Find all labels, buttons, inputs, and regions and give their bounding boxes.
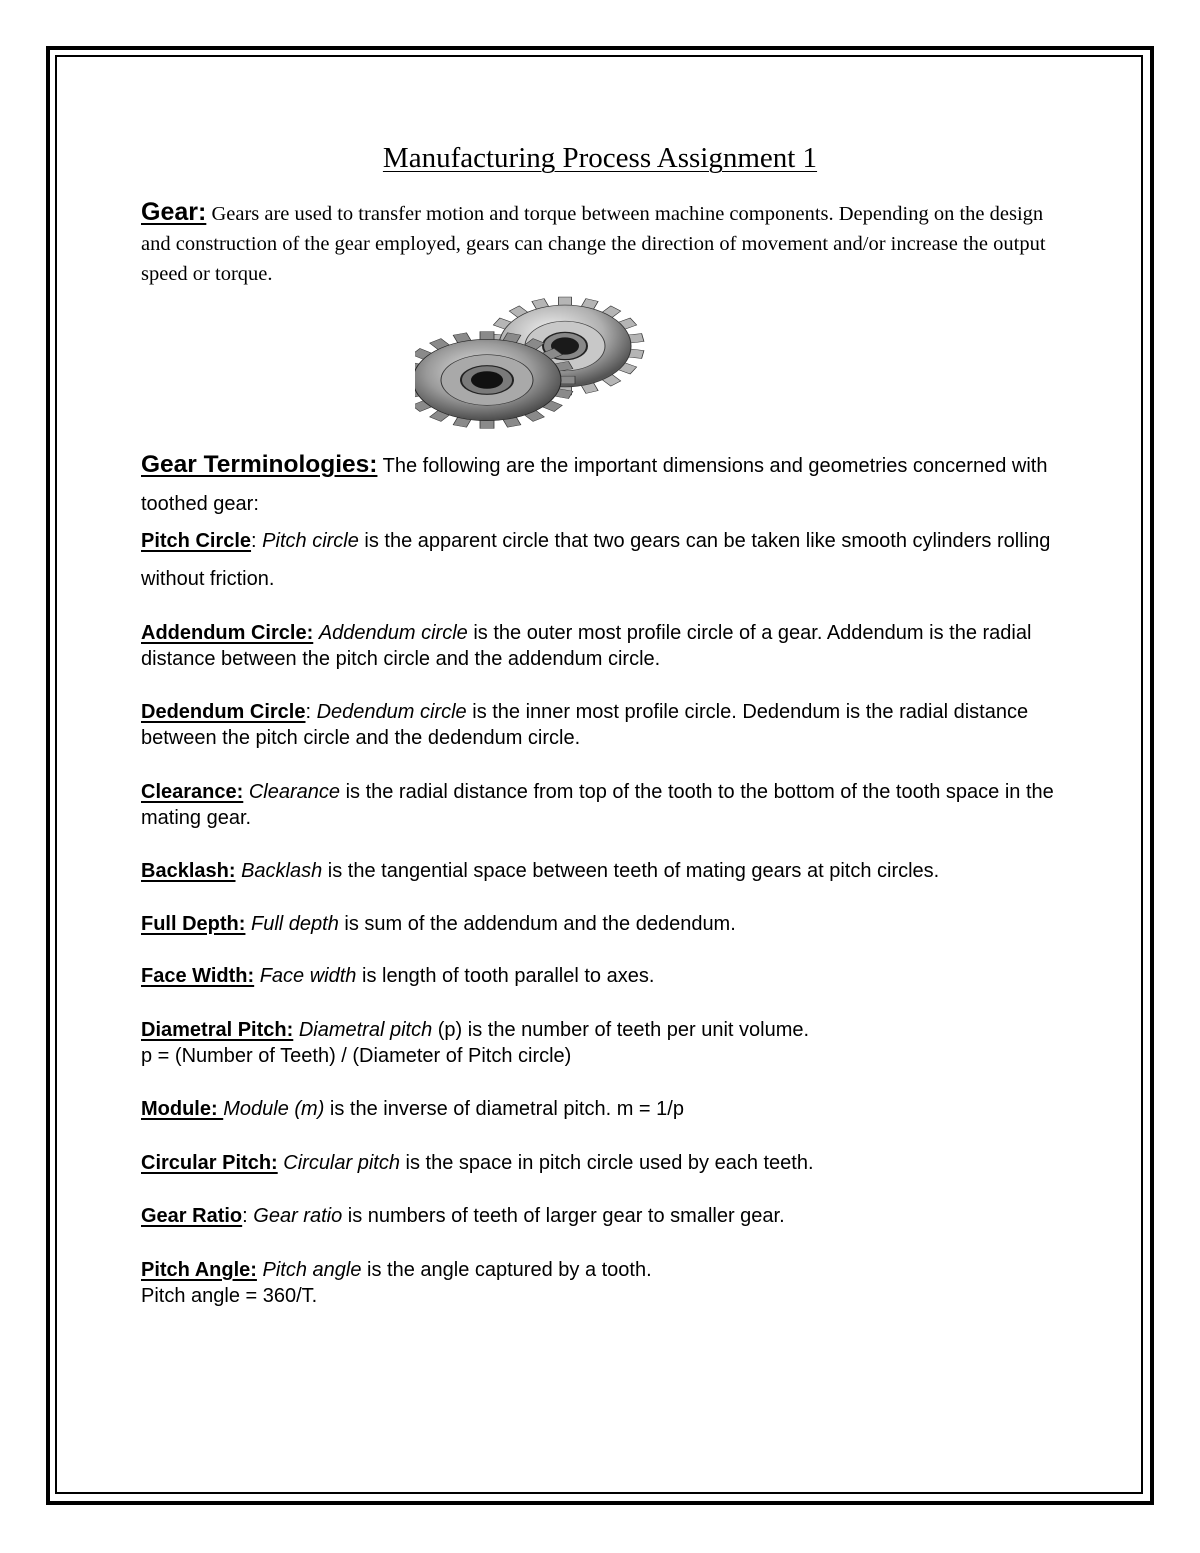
term-full-depth [141,911,1081,937]
terminologies-paragraph [141,446,1061,523]
term-label: Addendum Circle: [141,622,314,644]
term-module [141,1096,1081,1122]
term-pitch-angle [141,1257,1081,1309]
term-label: Clearance: [141,781,244,803]
term-text: is the inner most profile circle. Dedendum is the radial distance between the pitch circle and the dedendum circle. [141,701,1029,749]
terminologies-intro: The following are the important dimensions and geometries concerned with toothed gear: [141,455,1048,515]
gear-description: Gears are used to transfer motion and torque between machine components. Depending on the design and construction of the gear employed, gears can change the direction of movement and/or increase the output speed or torque. [141,203,1046,285]
term-backlash [141,858,1081,884]
term-text: (p) is the number of teeth per unit volume. [432,1019,810,1041]
term-clearance [141,779,1081,831]
term-italic: Addendum circle [318,622,468,644]
term-sep: : [305,701,317,723]
term-italic: Diametral pitch [298,1019,433,1041]
term-label: Face Width: [141,965,255,987]
term-sep: : [251,530,263,552]
term-pitch-circle [141,522,1081,598]
term-italic: Pitch circle [262,530,359,552]
term-label: Full Depth: [141,913,246,935]
term-italic: Gear ratio [253,1205,343,1227]
term-sep: : [242,1205,254,1227]
term-text: is the inverse of diametral pitch. m = 1/p [324,1098,684,1120]
term-italic: Dedendum circle [316,701,467,723]
term-label: Module: [141,1098,224,1120]
term-italic: Face width [259,965,357,987]
term-formula: Pitch angle = 360/T. [141,1285,318,1307]
term-formula: p = (Number of Teeth) / (Diameter of Pitch circle) [141,1045,572,1067]
term-label: Dedendum Circle [141,701,306,723]
page-title-text: Manufacturing Process Assignment 1 [382,142,818,174]
term-text: is the radial distance from top of the tooth to the bottom of the tooth space in the mating gear. [141,781,1054,829]
term-italic: Module (m) [223,1098,325,1120]
term-text: is the apparent circle that two gears can be taken like smooth cylinders rolling without friction. [141,530,1051,590]
term-face-width [141,963,1081,989]
term-text: is the tangential space between teeth of mating gears at pitch circles. [322,860,940,882]
term-label: Pitch Angle: [141,1259,257,1281]
term-italic: Backlash [241,860,323,882]
terminologies-heading: Gear Terminologies: [141,451,378,478]
term-italic: Circular pitch [283,1152,400,1174]
page-title [0,142,1200,175]
term-circular-pitch [141,1150,1081,1176]
term-gear-ratio [141,1203,1081,1229]
term-text: is the outer most profile circle of a gear. Addendum is the radial distance between the pitch circle and the addendum circle. [141,622,1032,670]
term-diametral-pitch [141,1017,1081,1069]
term-text: is numbers of teeth of larger gear to smaller gear. [342,1205,785,1227]
term-text: is the angle captured by a tooth. [361,1259,652,1281]
term-label: Pitch Circle [141,530,252,552]
term-text: is sum of the addendum and the dedendum. [338,913,736,935]
term-label: Backlash: [141,860,236,882]
term-italic: Pitch angle [262,1259,362,1281]
term-text: is length of tooth parallel to axes. [356,965,655,987]
term-italic: Clearance [248,781,341,803]
term-label: Circular Pitch: [141,1152,278,1174]
term-label: Gear Ratio [141,1205,243,1227]
term-addendum-circle [141,620,1081,672]
gear-heading: Gear: [141,198,207,226]
term-dedendum-circle [141,699,1081,751]
gear-paragraph [141,197,1061,289]
meshing-gears-illustration [415,288,655,438]
term-text: is the space in pitch circle used by each teeth. [399,1152,814,1174]
term-label: Diametral Pitch: [141,1019,294,1041]
term-italic: Full depth [251,913,339,935]
